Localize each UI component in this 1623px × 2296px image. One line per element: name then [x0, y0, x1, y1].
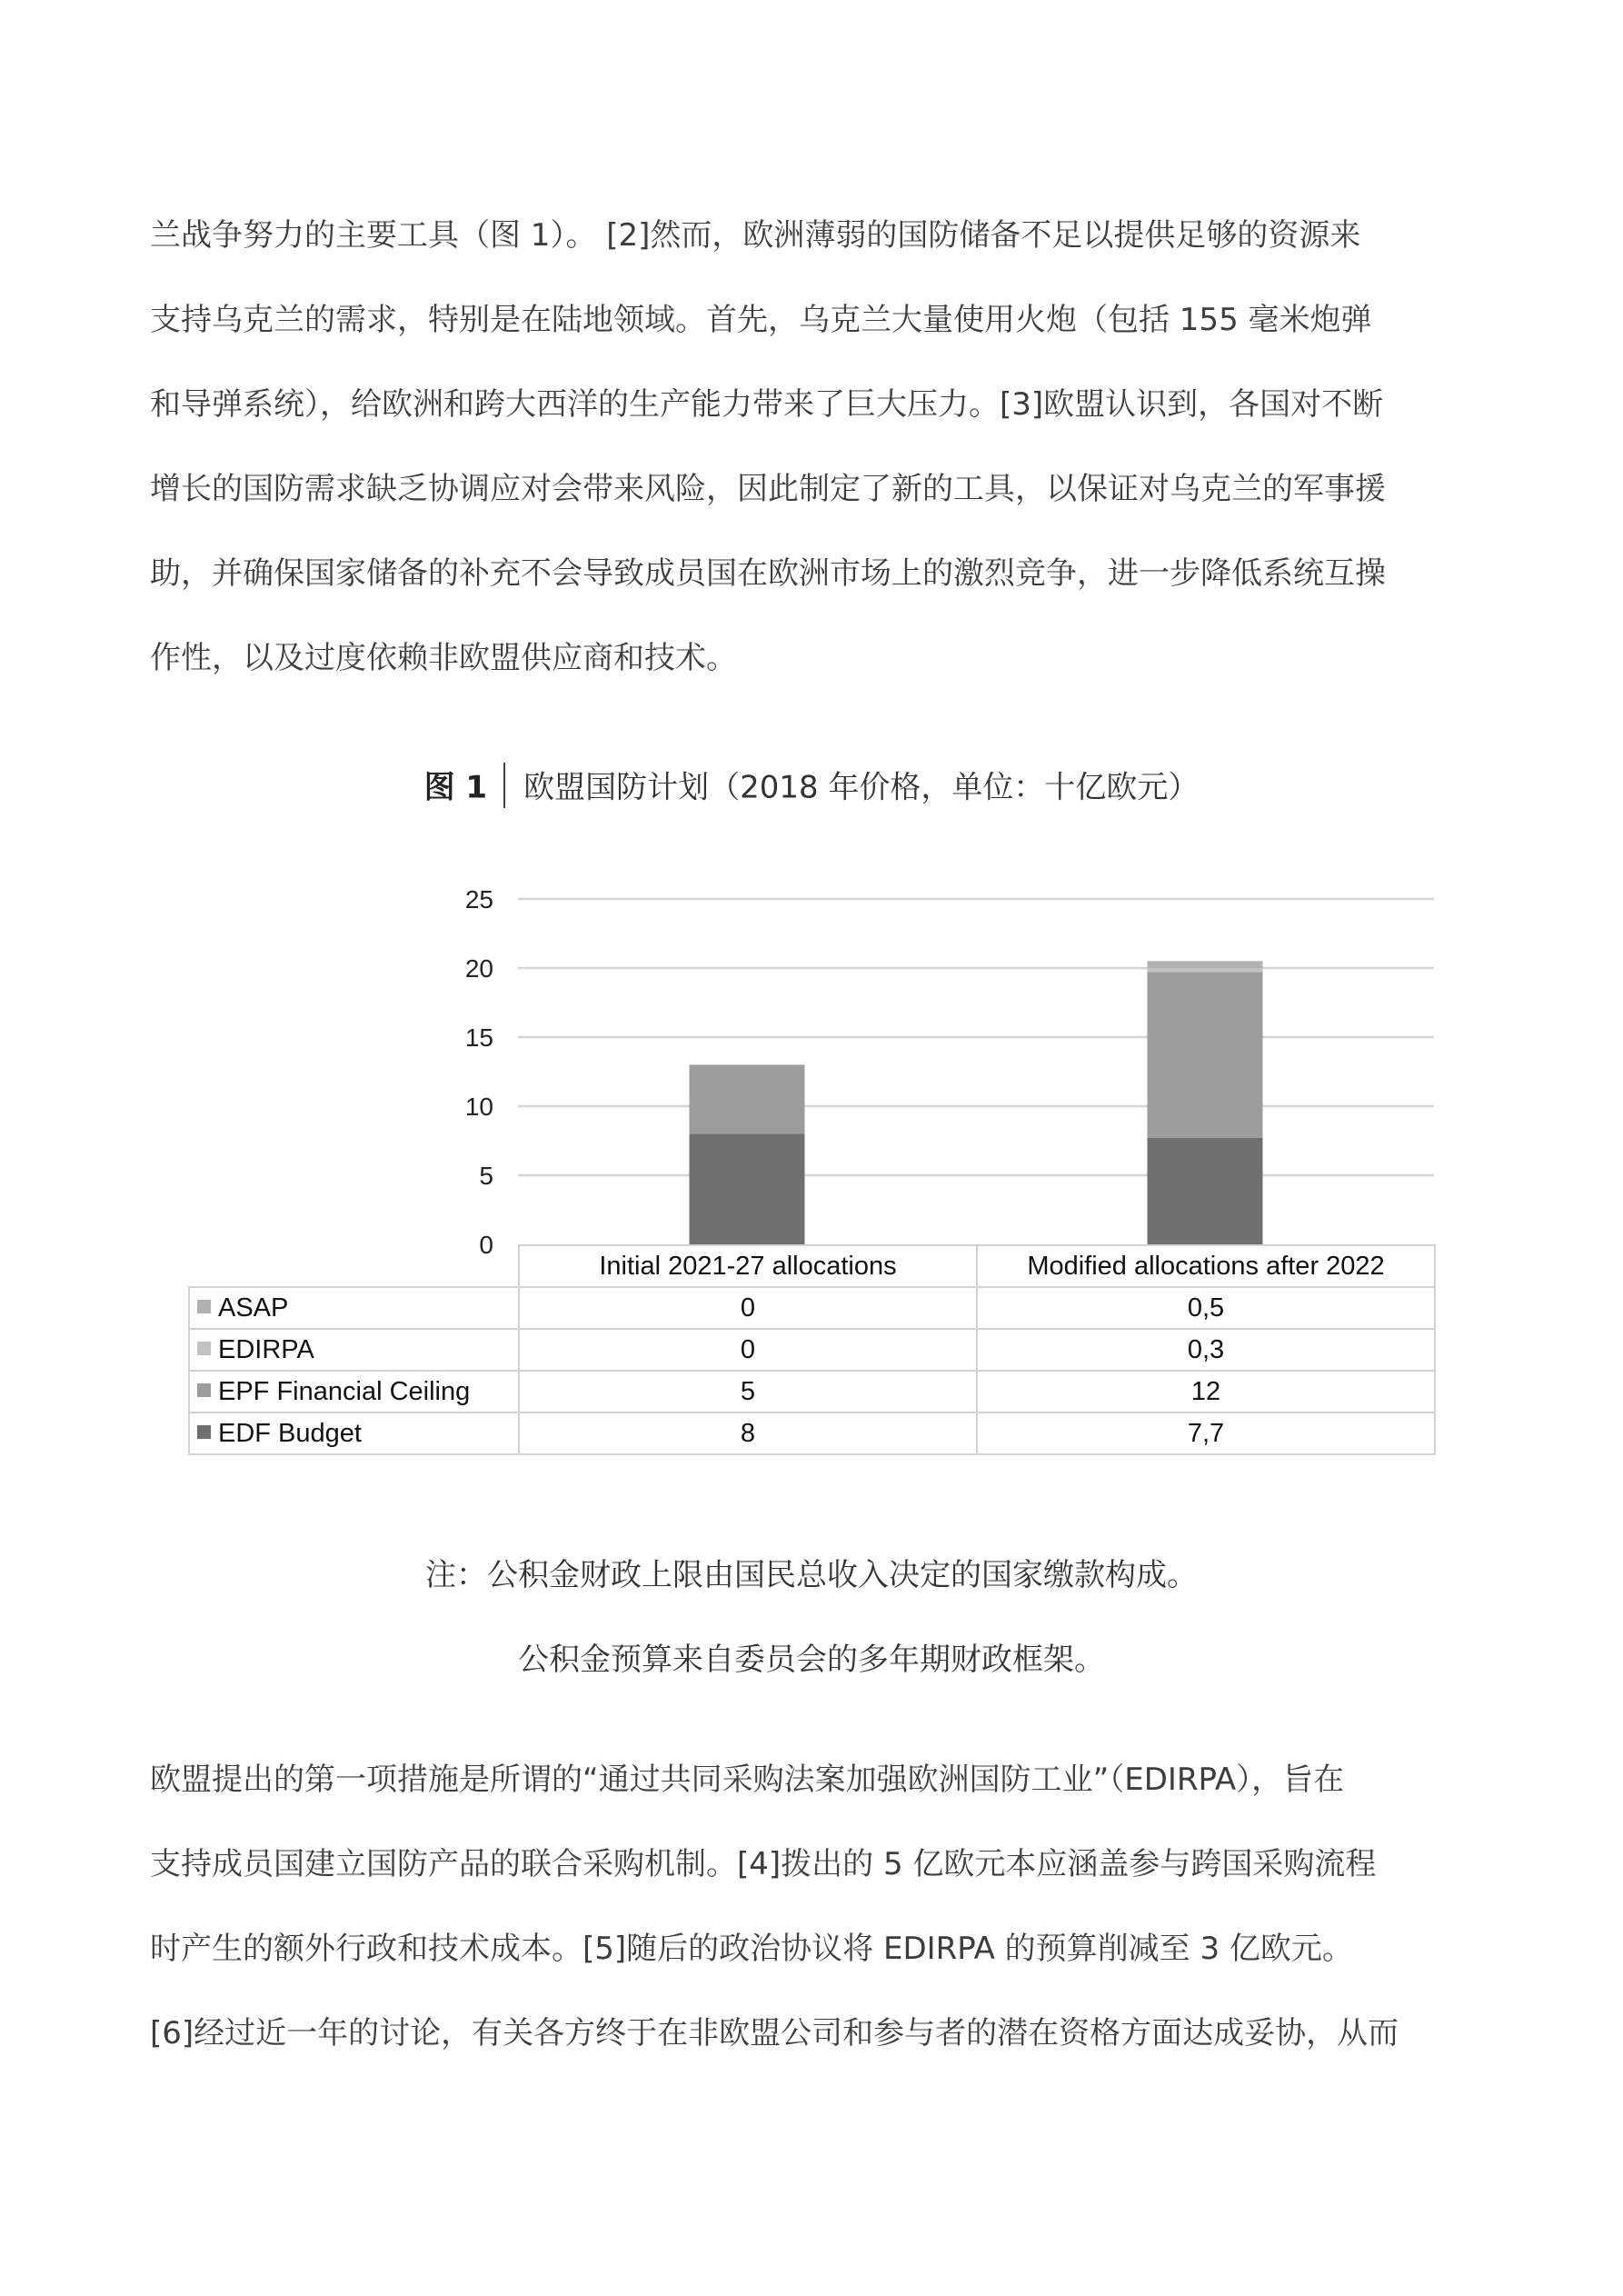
- figure-label: 图 1: [423, 769, 488, 806]
- legend-label: ASAP: [218, 1293, 289, 1323]
- bar-segment-epf-financial-ceiling: [1148, 973, 1263, 1138]
- row-header: [189, 1371, 519, 1413]
- paragraph-line: 兰战争努力的主要工具（图 1）。 [2]然而，欧洲薄弱的国防储备不足以提供足够的资源来: [150, 217, 1361, 254]
- bar-segment-epf-financial-ceiling: [690, 1064, 805, 1133]
- chart-data-table: [188, 1244, 1436, 1455]
- column-header: Modified allocations after 2022: [977, 1245, 1435, 1287]
- y-tick-label: 10: [464, 1093, 493, 1121]
- paragraph-line: 欧盟提出的第一项措施是所谓的“通过共同采购法案加强欧洲国防工业”（EDIRPA），旨在: [150, 1762, 1345, 1798]
- table-cell: 5: [519, 1371, 977, 1413]
- y-tick-label: 20: [464, 954, 493, 983]
- paragraph-line: 增长的国防需求缺乏协调应对会带来风险，因此制定了新的工具，以保证对乌克兰的军事援: [150, 471, 1386, 507]
- figure-note: 注：公积金财政上限由国民总收入决定的国家缴款构成。: [425, 1557, 1198, 1593]
- y-tick-label: 5: [479, 1162, 493, 1190]
- table-row-edf: [189, 1413, 1435, 1454]
- paragraph-line: 时产生的额外行政和技术成本。[5]随后的政治协议将 EDIRPA 的预算削减至 3 亿欧元。: [150, 1931, 1353, 1967]
- table-cell: 7,7: [977, 1413, 1435, 1454]
- y-tick-label: 25: [464, 885, 493, 913]
- table-row-edirpa: [189, 1329, 1435, 1371]
- paragraph-line: 助，并确保国家储备的补充不会导致成员国在欧洲市场上的激烈竞争，进一步降低系统互操: [150, 555, 1386, 592]
- bar-segment-asap: [1148, 961, 1263, 968]
- legend-swatch-epf: [197, 1383, 211, 1397]
- figure-title: 欧盟国防计划（2018 年价格，单位：十亿欧元）: [523, 769, 1200, 806]
- row-header: [189, 1329, 519, 1371]
- table-row-asap: [189, 1287, 1435, 1329]
- table-cell: 0,5: [977, 1287, 1435, 1329]
- table-row-epf: [189, 1371, 1435, 1413]
- legend-swatch-asap: [197, 1300, 211, 1313]
- table-corner: [189, 1245, 519, 1287]
- table-cell: 0,3: [977, 1329, 1435, 1371]
- table-cell: 8: [519, 1413, 977, 1454]
- legend-swatch-edirpa: [197, 1342, 211, 1355]
- legend-swatch-edf: [197, 1425, 211, 1439]
- legend-label: EPF Financial Ceiling: [218, 1376, 471, 1406]
- table-header-row: [189, 1245, 1435, 1287]
- table-cell: 12: [977, 1371, 1435, 1413]
- bar-segment-edf-budget: [1148, 1138, 1263, 1244]
- legend-label: EDIRPA: [218, 1334, 314, 1364]
- paragraph-line: 和导弹系统），给欧洲和跨大西洋的生产能力带来了巨大压力。[3]欧盟认识到，各国对不断: [150, 386, 1384, 423]
- row-header: [189, 1413, 519, 1454]
- y-tick-label: 0: [479, 1231, 493, 1259]
- paragraph-line: 支持乌克兰的需求，特别是在陆地领域。首先，乌克兰大量使用火炮（包括 155 毫米炮弹: [150, 302, 1372, 338]
- paragraph-line: 作性，以及过度依赖非欧盟供应商和技术。: [150, 640, 737, 676]
- bar-segment-edf-budget: [690, 1133, 805, 1244]
- table-cell: 0: [519, 1329, 977, 1371]
- figure-note: 公积金预算来自委员会的多年期财政框架。: [518, 1642, 1105, 1678]
- bar-segment-edirpa: [1148, 968, 1263, 973]
- table-cell: 0: [519, 1287, 977, 1329]
- legend-label: EDF Budget: [218, 1418, 362, 1448]
- column-header: Initial 2021-27 allocations: [519, 1245, 977, 1287]
- paragraph-line: 支持成员国建立国防产品的联合采购机制。[4]拨出的 5 亿欧元本应涵盖参与跨国采购流程: [150, 1846, 1377, 1882]
- row-header: [189, 1287, 519, 1329]
- y-tick-label: 15: [464, 1023, 493, 1052]
- paragraph-line: [6]经过近一年的讨论，有关各方终于在非欧盟公司和参与者的潜在资格方面达成妥协，从而: [150, 2015, 1399, 2051]
